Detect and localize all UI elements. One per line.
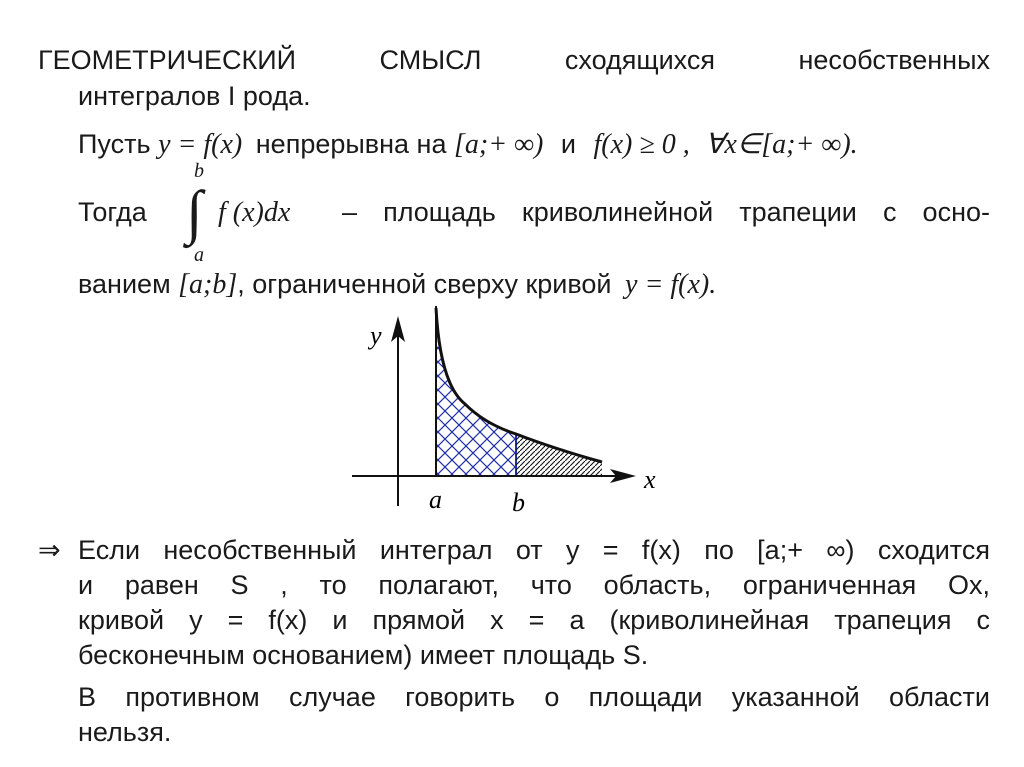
para2-line2-pre: ванием [78,269,171,299]
para4-line2: нельзя. [78,717,172,747]
para3-line1: Если несобственный интеграл от y = f(x) по [a;+ ∞) сходится [78,535,990,565]
integral-upper-limit: b [194,160,204,182]
x-axis-label: x [644,465,656,494]
para3-line2: и равен S , то полагают, что область, ограниченная Ox, [78,570,990,600]
para1-line [78,128,858,161]
heading-line2: интегралов I рода. [78,81,311,111]
heading-word-3: сходящихся [564,45,715,75]
area-graph [340,306,680,516]
integrand: f (x)dx [218,197,291,228]
para1-word-pust: Пусть [78,129,151,159]
para1-and: и [560,129,576,159]
para3-line3: кривой y = f(x) и прямой x = a (криволинейная трапеция с [78,605,990,635]
a-label: a [429,485,442,514]
para1-forall: ∀x∈[a;+ ∞). [705,129,858,160]
para1-func: y = f(x) [158,129,243,160]
para2-togda: Тогда [78,197,147,227]
para1-interval: [a;+ ∞) [453,129,544,160]
heading-word-2: СМЫСЛ [379,45,482,75]
para4-line1: В противном случае говорить о площади указанной области [78,682,990,712]
y-axis-label: y [370,321,382,350]
para2-func: y = f(x). [625,269,717,300]
heading-word-4: несобственных [798,45,990,75]
para1-continuous: непрерывна на [255,129,447,159]
integral-lower-limit: a [194,244,204,266]
para2-rest: – площадь криволинейной трапеции с осно- [342,197,990,227]
para3-line4: бесконечным основанием) имеет площадь S. [78,640,649,670]
implies-arrow: ⇒ [38,535,61,565]
integral-sign: ∫ [186,179,203,245]
heading-line1 [38,44,990,77]
heading-title: ГЕОМЕТРИЧЕСКИЙ [38,45,297,75]
crosshatch-region [436,312,516,476]
para2-line2 [78,268,716,301]
para2-line2-mid: , ограниченной сверху кривой [237,269,612,299]
b-label: b [512,488,525,516]
para1-cond: f(x) ≥ 0 , [593,129,690,160]
para2-interval: [a;b] [178,269,238,300]
